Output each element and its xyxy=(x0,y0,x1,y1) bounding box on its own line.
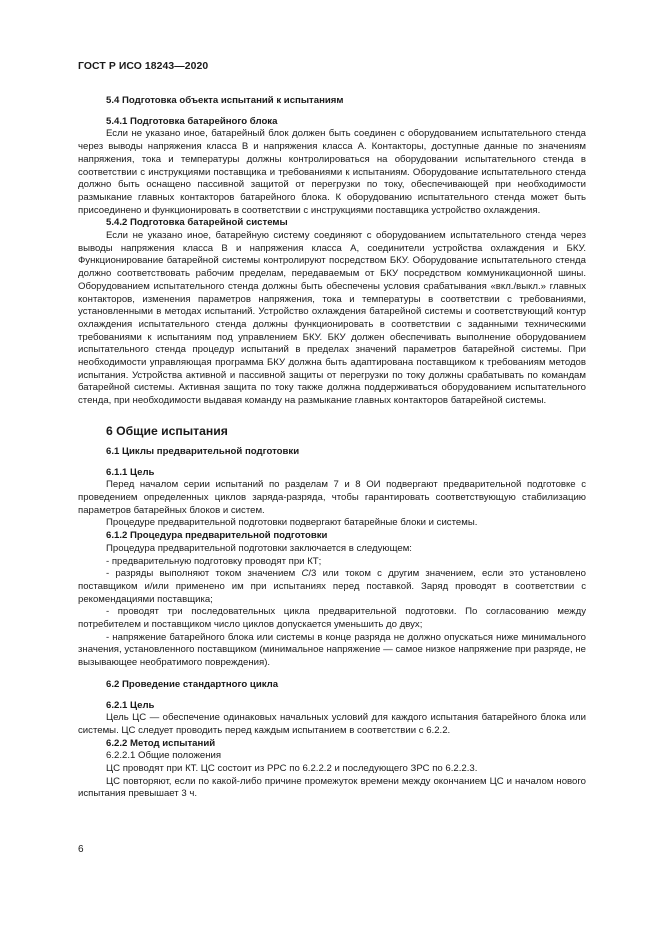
section-6-1-1-paragraph-1: Перед началом серии испытаний по разделам 7 и 8 ОИ подвергают предварительной подготовке с проведением определенных циклов заряда-разряда, чтобы гарантировать соответствующую стабилизацию параметров батарейных блоков и систем. xyxy=(78,479,586,516)
page-number: 6 xyxy=(78,844,84,855)
section-6-1-2-title: 6.1.2 Процедура предварительной подготовки xyxy=(106,530,328,542)
document-header: ГОСТ Р ИСО 18243—2020 xyxy=(78,61,209,72)
document-body xyxy=(78,95,586,801)
section-6-2-1-title: 6.2.1 Цель xyxy=(106,699,155,711)
section-6-title: 6 Общие испытания xyxy=(106,423,228,438)
section-6-2-2-1-paragraph-1: ЦС проводят при КТ. ЦС состоит из РРС по 6.2.2.2 и последующего ЗРС по 6.2.2.3. xyxy=(106,763,478,775)
section-5-4-1-title: 5.4.1 Подготовка батарейного блока xyxy=(106,115,278,127)
section-6-1-2-intro: Процедура предварительной подготовки заключается в следующем: xyxy=(106,542,412,554)
section-6-2-2-1-paragraph-2: ЦС повторяют, если по какой-либо причине промежуток времени между окончанием ЦС и началом нового испытания превышает 3 ч. xyxy=(78,775,586,800)
section-6-2-title: 6.2 Проведение стандартного цикла xyxy=(106,678,279,690)
section-6-1-1-title: 6.1.1 Цель xyxy=(106,466,155,478)
list-item-text: - разряды выполняют током значением xyxy=(106,568,302,580)
list-item-text: /3 или током с другим значением, если это установлено поставщиком и/или применено им при испытаниях перед поставкой. Заряд проводят в соответствии с рекомендациями поставщика; xyxy=(78,568,586,605)
list-item xyxy=(78,568,586,606)
list-item: - проводят три последовательных цикла предварительной подготовки. По согласованию между потребителем и поставщиком число циклов допускается уменьшить до двух; xyxy=(78,606,586,631)
list-item: - предварительную подготовку проводят при КТ; xyxy=(106,555,322,567)
section-6-1-1-paragraph-2: Процедуре предварительной подготовки подвергают батарейные блоки и системы. xyxy=(106,517,478,529)
section-5-4-2-text: Если не указано иное, батарейную систему соединяют с оборудованием испытательного стенда через выводы напряжения класса В и напряжения класса А, соединители устройства охлаждения и БКУ. Функционирование батарейной системы контролируют посредством БКУ. Оборудование испытательного стенда должно соответствовать рабочим пределам, передаваемым от БКУ посредством коммуникационной шины. Оборудованием испытательного стенда должны быть обеспечены условия срабатывания «вкл./выкл.» главных контакторов, изменения параметров напряжения, тока и температуры в соответствии с требованиями, установленными в методах испытаний. Устройство охлаждения батарейной системы и соответствующий контур охлаждения испытательного стенда должны функционировать в соответствии с заданными техническими требованиями к испытаниям под управлением БКУ. БКУ должен обеспечивать выполнение оборудованием испытательного стенда процедур испытаний в пределах значений параметров батарейной системы. При необходимости управляющая программа БКУ должна быть адаптирована поставщиком к требованиям методов испытания. Устройства активной и пассивной защиты от перегрузки по току должны срабатывать по командам батарейной системы. Активная защита по току также должна поддерживаться оборудованием испытательного стенда, при необходимости выдавая команду на размыкание главных контакторов батарейной системы. xyxy=(78,230,586,407)
section-5-4-1-text: Если не указано иное, батарейный блок должен быть соединен с оборудованием испытательного стенда через выводы напряжения класса В и напряжения класса А. Контакторы, доступные данные по значениям напряжения, тока и температуры должны контролироваться на оборудовании испытательного стенда в соответствии с инструкциями поставщика и требованиями к испытаниям. Оборудование испытательного стенда должно быть оснащено пассивной защитой от перегрузки по току, обеспечивающей при необходимости размыкание главных контакторов батарейного блока. К оборудованию испытательного стенда может быть присоединено и функционировать в соответствии с инструкциями поставщика устройство охлаждения. xyxy=(78,128,586,216)
section-6-2-1-text: Цель ЦС — обеспечение одинаковых начальных условий для каждого испытания батарейного блока или системы. ЦС следует проводить перед каждым испытанием в соответствии с 6.2.2. xyxy=(78,712,586,736)
section-5-4-title: 5.4 Подготовка объекта испытаний к испытаниям xyxy=(106,95,344,106)
capacity-symbol: C xyxy=(301,568,309,580)
section-6-2-2-title: 6.2.2 Метод испытаний xyxy=(106,737,216,749)
section-5-4-2-title: 5.4.2 Подготовка батарейной системы xyxy=(106,217,288,229)
section-6-1-title: 6.1 Циклы предварительной подготовки xyxy=(106,445,300,457)
list-item: - напряжение батарейного блока или системы в конце разряда не должно опускаться ниже минимального значения, установленного поставщиком (минимальное напряжение — самое низкое напряжение при разряде, не вызывающее необратимого повреждения). xyxy=(78,631,586,669)
section-6-2-2-1-title: 6.2.2.1 Общие положения xyxy=(106,750,222,762)
